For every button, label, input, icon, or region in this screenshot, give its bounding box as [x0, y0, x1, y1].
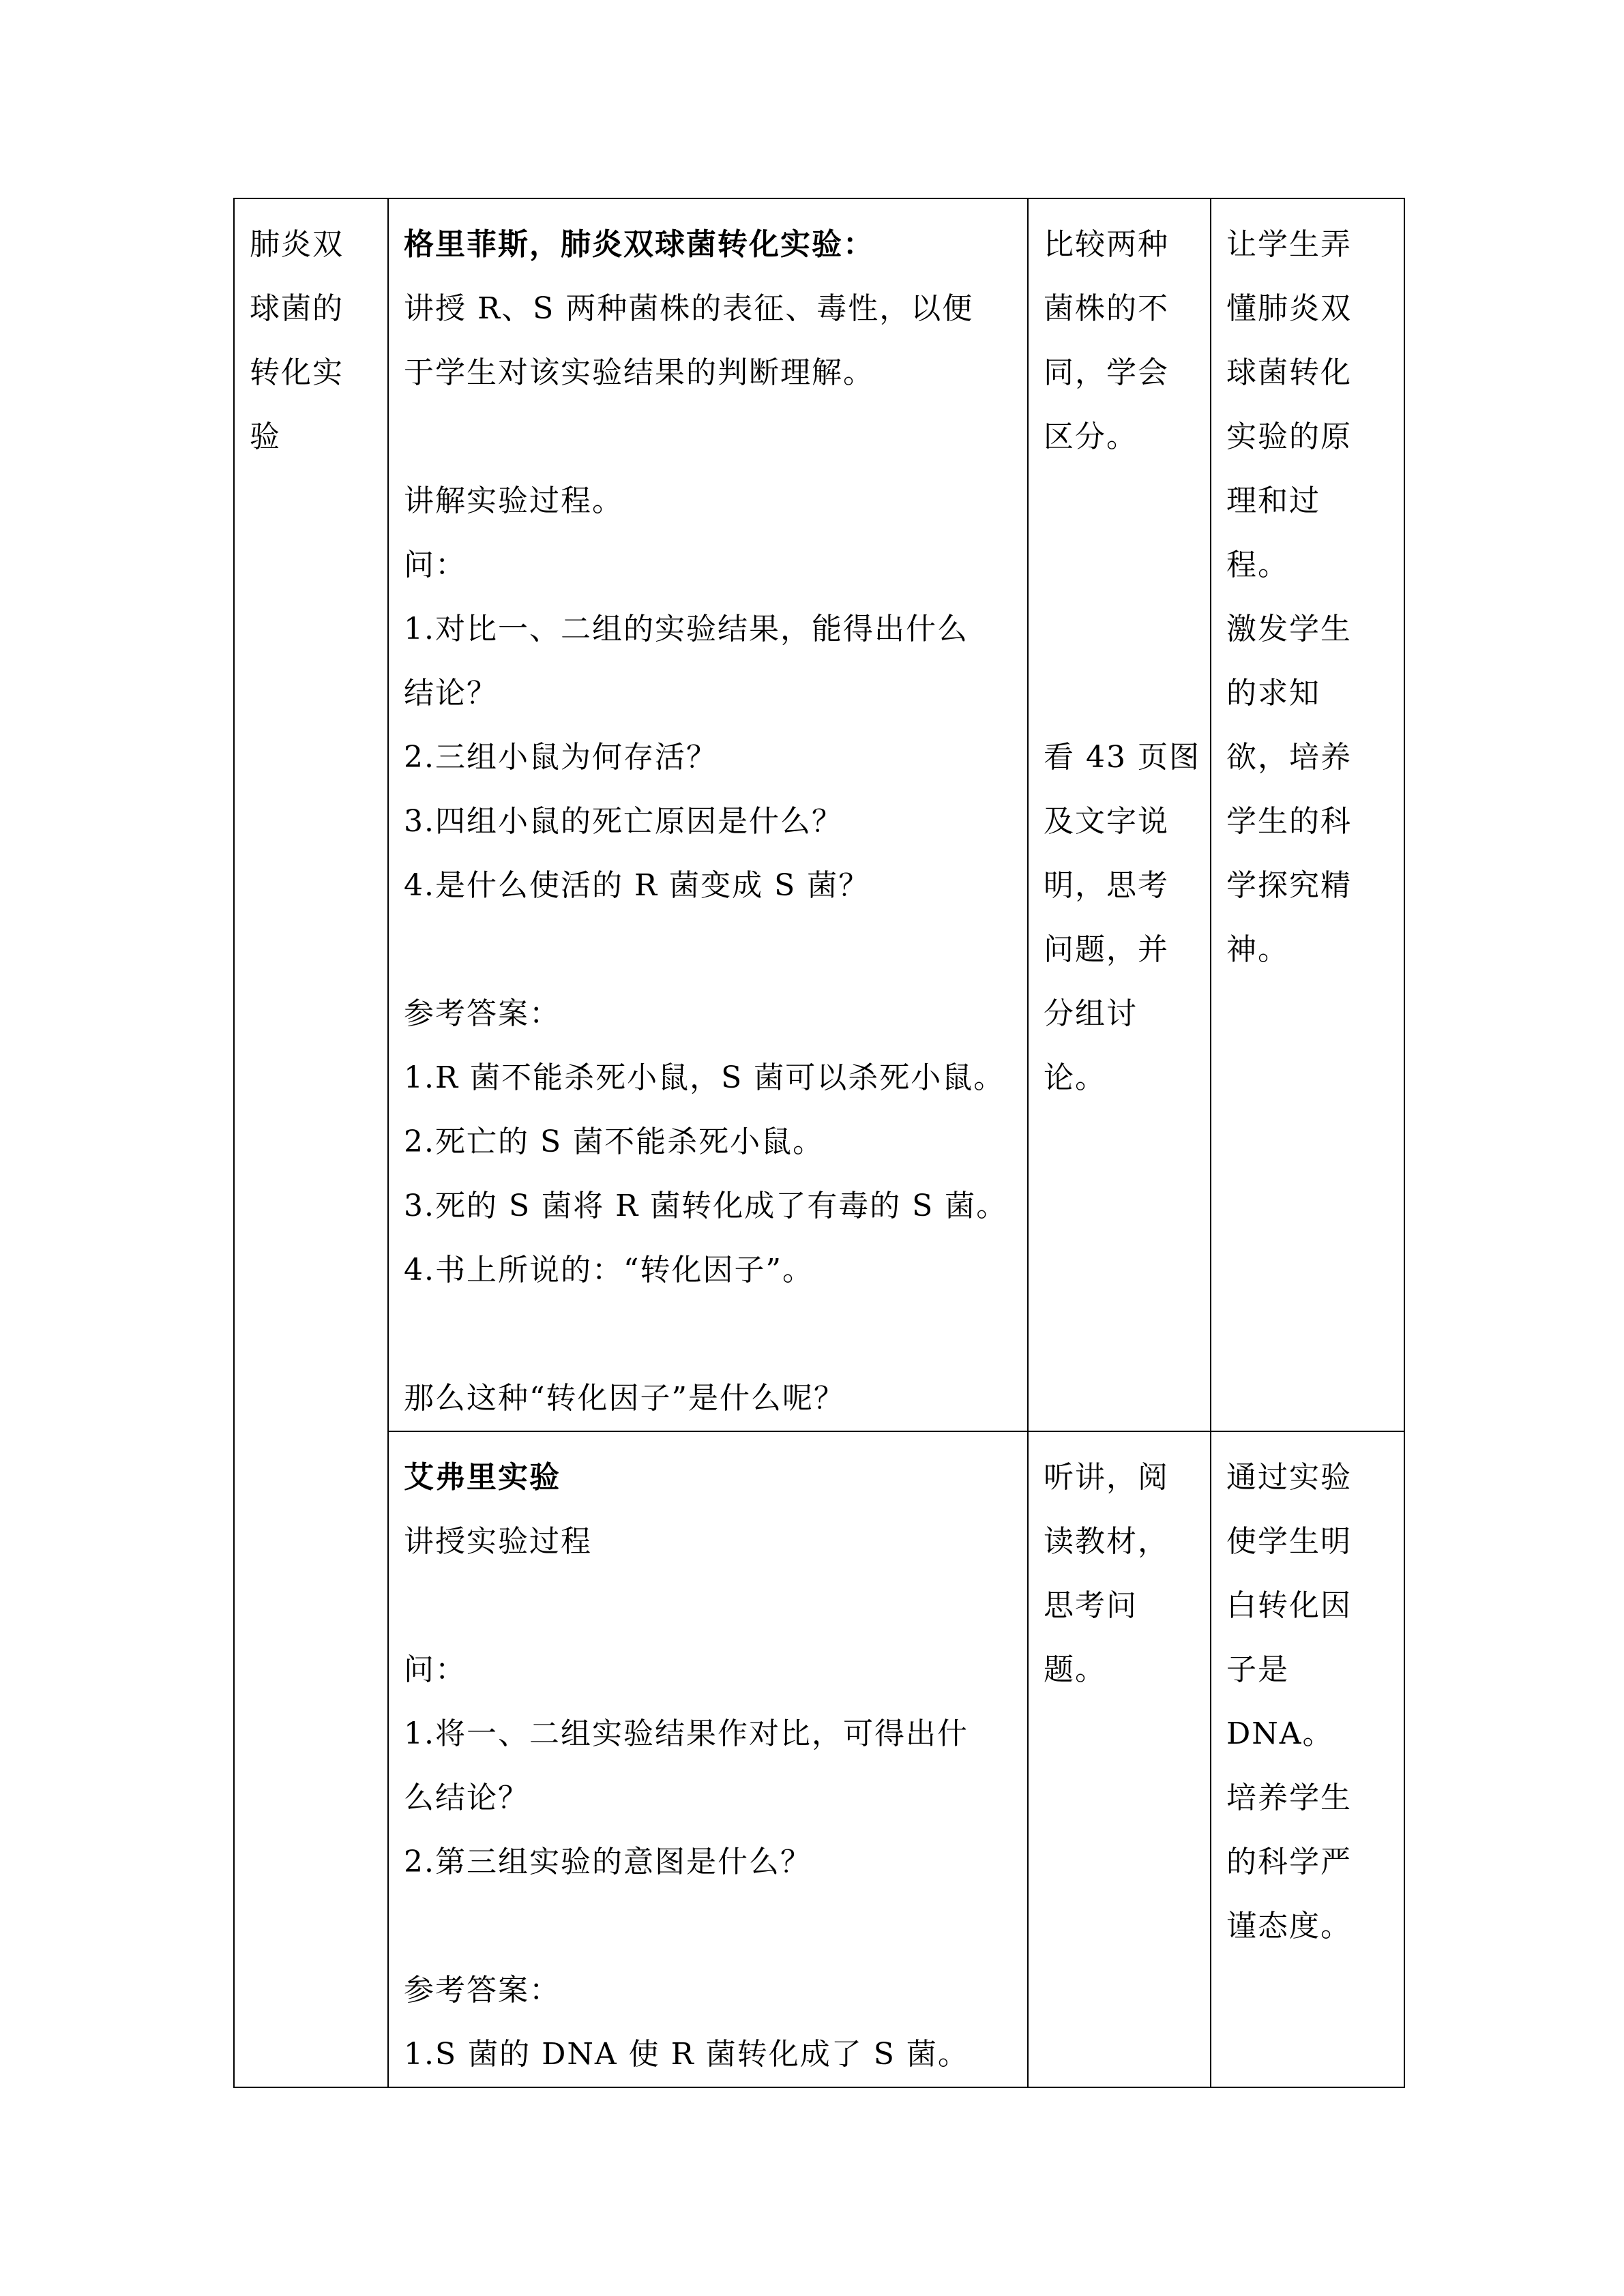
student-activity-cell	[1028, 1431, 1211, 2087]
blank-line	[1044, 597, 1195, 661]
intent-line: 通过实验	[1226, 1460, 1352, 1495]
content-line: 参考答案：	[404, 996, 561, 1031]
design-intent-cell	[1211, 198, 1404, 1431]
intent-line: 理和过	[1226, 483, 1320, 518]
activity-line: 分组讨	[1044, 996, 1138, 1031]
intent-line: 的科学严	[1226, 1845, 1352, 1879]
activity-line: 读教材，	[1044, 1524, 1169, 1559]
blank-line	[1044, 533, 1195, 597]
intent-line: 白转化因	[1226, 1588, 1352, 1623]
intent-line: 神。	[1226, 932, 1289, 967]
activity-line: 听讲，阅	[1044, 1460, 1169, 1495]
section-title: 格里菲斯，肺炎双球菌转化实验：	[404, 227, 874, 262]
activity-line: 及文字说	[1044, 804, 1169, 839]
intent-line: 让学生弄	[1226, 227, 1352, 262]
activity-line: 看 43 页图	[1044, 740, 1200, 775]
intent-line: 谨态度。	[1226, 1909, 1352, 1943]
content-line: 讲授 R、S 两种菌株的表征、毒性，以便	[404, 291, 974, 326]
content-line: 1.将一、二组实验结果作对比，可得出什	[404, 1716, 969, 1751]
intent-line: 球菌转化	[1226, 355, 1352, 390]
content-line: 那么这种“转化因子”是什么呢？	[404, 1381, 845, 1416]
intent-line: 实验的原	[1226, 419, 1352, 454]
intent-line: 使学生明	[1226, 1524, 1352, 1559]
content-line: 3.死的 S 菌将 R 菌转化成了有毒的 S 菌。	[404, 1189, 1008, 1223]
content-line: 4.是什么使活的 R 菌变成 S 菌？	[404, 868, 870, 903]
topic-line: 肺炎双	[250, 227, 344, 262]
activity-line: 问题，并	[1044, 932, 1169, 967]
intent-line: 程。	[1226, 548, 1289, 582]
intent-line: 学生的科	[1226, 804, 1352, 839]
content-line: 2.三组小鼠为何存活？	[404, 740, 718, 775]
intent-line: 子是	[1226, 1652, 1289, 1687]
intent-line: 激发学生	[1226, 612, 1352, 646]
topic-cell	[234, 198, 388, 2087]
content-line: 参考答案：	[404, 1973, 561, 2008]
content-line: 问：	[404, 548, 467, 582]
activity-line: 区分。	[1044, 419, 1138, 454]
content-line: 2.第三组实验的意图是什么？	[404, 1845, 812, 1879]
topic-line: 验	[250, 419, 281, 454]
content-line: 讲解实验过程。	[404, 483, 623, 518]
blank-line	[1044, 469, 1195, 533]
activity-line: 论。	[1044, 1060, 1106, 1095]
teaching-content-cell	[388, 198, 1028, 1431]
blank-line	[404, 1302, 1012, 1367]
intent-line: DNA。	[1226, 1716, 1334, 1751]
content-line: 结论？	[404, 676, 498, 711]
design-intent-cell	[1211, 1431, 1404, 2087]
activity-line: 思考问	[1044, 1588, 1138, 1623]
table-row	[234, 198, 1404, 1431]
intent-line: 学探究精	[1226, 868, 1352, 903]
blank-line	[404, 405, 1012, 469]
activity-line: 同，学会	[1044, 355, 1169, 390]
activity-line: 明，思考	[1044, 868, 1169, 903]
intent-line: 懂肺炎双	[1226, 291, 1352, 326]
intent-line: 的求知	[1226, 676, 1320, 711]
content-line: 于学生对该实验结果的判断理解。	[404, 355, 874, 390]
lesson-plan-table	[233, 198, 1405, 2088]
table-row	[234, 1431, 1404, 2087]
content-line: 么结论？	[404, 1780, 529, 1815]
content-line: 问：	[404, 1652, 467, 1687]
student-activity-cell	[1028, 198, 1211, 1431]
content-line: 讲授实验过程	[404, 1524, 592, 1559]
content-line: 4.书上所说的：“转化因子”。	[404, 1253, 814, 1287]
content-line: 3.四组小鼠的死亡原因是什么？	[404, 804, 843, 839]
teaching-content-cell	[388, 1431, 1028, 2087]
content-line: 1.S 菌的 DNA 使 R 菌转化成了 S 菌。	[404, 2037, 969, 2072]
intent-line: 欲，培养	[1226, 740, 1352, 775]
content-line: 2.死亡的 S 菌不能杀死小鼠。	[404, 1124, 825, 1159]
intent-line: 培养学生	[1226, 1780, 1352, 1815]
blank-line	[404, 1894, 1012, 1958]
topic-line: 球菌的	[250, 291, 344, 326]
activity-line: 题。	[1044, 1652, 1106, 1687]
content-line: 1.R 菌不能杀死小鼠，S 菌可以杀死小鼠。	[404, 1060, 1005, 1095]
activity-line: 菌株的不	[1044, 291, 1169, 326]
topic-line: 转化实	[250, 355, 344, 390]
blank-line	[404, 1574, 1012, 1638]
section-title: 艾弗里实验	[404, 1460, 561, 1495]
activity-line: 比较两种	[1044, 227, 1169, 262]
blank-line	[1044, 661, 1195, 726]
content-line: 1.对比一、二组的实验结果，能得出什么	[404, 612, 969, 646]
blank-line	[404, 918, 1012, 982]
